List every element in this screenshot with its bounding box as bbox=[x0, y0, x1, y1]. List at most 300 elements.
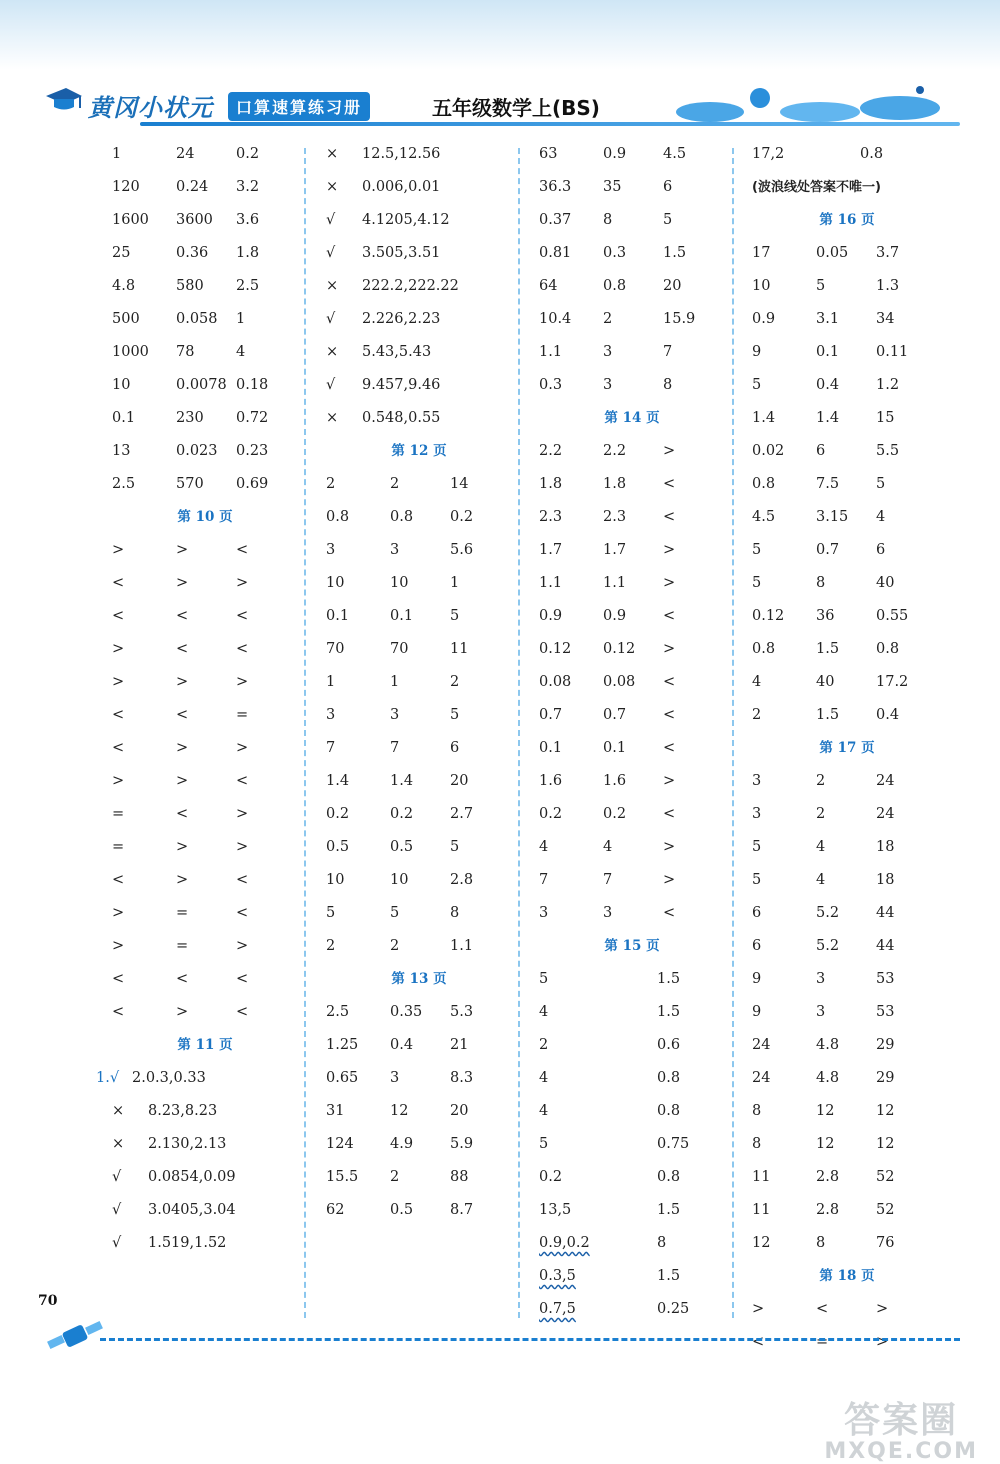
answer-cell: 2.5 bbox=[236, 278, 260, 294]
answer-cell: > bbox=[176, 773, 189, 789]
answer-cell: 64 bbox=[539, 278, 558, 294]
cloud-decoration bbox=[670, 78, 960, 124]
answer-cell: 1.5 bbox=[816, 707, 840, 723]
answer-row bbox=[539, 1293, 725, 1326]
answer-row bbox=[112, 468, 298, 501]
answer-cell: 2 bbox=[752, 707, 762, 723]
answer-cell: 18 bbox=[876, 839, 895, 855]
answer-cell: 1 bbox=[390, 674, 400, 690]
answer-cell: > bbox=[112, 542, 125, 558]
answer-row bbox=[326, 996, 512, 1029]
answer-cell: 5 bbox=[752, 377, 762, 393]
answer-row bbox=[752, 1029, 942, 1062]
answer-cell: 3 bbox=[390, 1070, 400, 1086]
answer-cell: 570 bbox=[176, 476, 204, 492]
answer-cell: 7.5 bbox=[816, 476, 840, 492]
answer-cell: 1.8 bbox=[236, 245, 260, 261]
answer-row bbox=[539, 798, 725, 831]
answer-cell: 5 bbox=[450, 839, 460, 855]
answer-row bbox=[326, 1029, 512, 1062]
answer-cell: 1.1 bbox=[603, 575, 627, 591]
answer-cell: 5 bbox=[876, 476, 886, 492]
answer-cell: 3 bbox=[752, 806, 762, 822]
answer-cell: 24 bbox=[176, 146, 195, 162]
answer-cell: 24 bbox=[876, 806, 895, 822]
answer-cell: √ bbox=[326, 212, 336, 228]
answer-row bbox=[326, 699, 512, 732]
answer-cell: 0.23 bbox=[236, 443, 269, 459]
answer-cell: 8 bbox=[816, 1235, 826, 1251]
answer-cell: 2.130,2.13 bbox=[148, 1136, 227, 1152]
answer-row bbox=[326, 666, 512, 699]
answer-cell: 7 bbox=[390, 740, 400, 756]
answer-cell: 40 bbox=[876, 575, 895, 591]
answer-cell: 0.2 bbox=[450, 509, 474, 525]
answer-cell: 0.24 bbox=[176, 179, 209, 195]
answer-cell: 6 bbox=[816, 443, 826, 459]
watermark bbox=[824, 1392, 978, 1464]
answer-row bbox=[112, 633, 298, 666]
answer-cell: 2 bbox=[450, 674, 460, 690]
answer-row bbox=[326, 930, 512, 963]
answer-cell: > bbox=[236, 740, 249, 756]
answer-row bbox=[539, 237, 725, 270]
answer-cell: 7 bbox=[539, 872, 549, 888]
section-heading: 第 11 页 bbox=[177, 1037, 233, 1053]
answer-cell: 3 bbox=[390, 542, 400, 558]
answer-row bbox=[539, 435, 725, 468]
answer-cell: < bbox=[663, 509, 676, 525]
answer-cell: 0.4 bbox=[390, 1037, 414, 1053]
answer-row bbox=[752, 435, 942, 468]
answer-row bbox=[96, 1062, 298, 1095]
answer-row bbox=[539, 336, 725, 369]
answer-row bbox=[752, 303, 942, 336]
answer-cell: 10 bbox=[390, 872, 409, 888]
answer-cell: 0.023 bbox=[176, 443, 218, 459]
answer-cell: < bbox=[663, 707, 676, 723]
answer-cell: 4 bbox=[539, 1004, 549, 1020]
answer-cell: < bbox=[112, 575, 125, 591]
answer-row bbox=[326, 468, 512, 501]
answer-row bbox=[539, 996, 725, 1029]
answer-cell: > bbox=[752, 1301, 765, 1317]
answer-cell: 4.9 bbox=[390, 1136, 414, 1152]
answer-cell: × bbox=[326, 278, 339, 294]
answer-cell: 124 bbox=[326, 1136, 354, 1152]
answer-cell: = bbox=[112, 806, 125, 822]
answer-cell: 44 bbox=[876, 905, 895, 921]
answer-cell: 2.5 bbox=[112, 476, 136, 492]
answer-cell: = bbox=[176, 905, 189, 921]
answer-cell: 6 bbox=[876, 542, 886, 558]
answer-cell: 36 bbox=[816, 608, 835, 624]
answer-cell: > bbox=[112, 938, 125, 954]
answer-cell: 4 bbox=[539, 1103, 549, 1119]
answer-row bbox=[112, 996, 298, 1029]
answer-cell: 1.1 bbox=[539, 575, 563, 591]
answer-row bbox=[326, 831, 512, 864]
answer-cell: 10 bbox=[112, 377, 131, 393]
answer-cell: 1.3 bbox=[876, 278, 900, 294]
answer-row bbox=[326, 204, 512, 237]
answer-cell: 0.0854,0.09 bbox=[148, 1169, 236, 1185]
answer-cell: √ bbox=[326, 311, 336, 327]
answer-row bbox=[752, 468, 942, 501]
answer-row bbox=[539, 270, 725, 303]
answer-cell: 3 bbox=[390, 707, 400, 723]
answer-row bbox=[539, 501, 725, 534]
answer-cell: 0.3 bbox=[603, 245, 627, 261]
answer-cell: 8.7 bbox=[450, 1202, 474, 1218]
answer-cell: 0.4 bbox=[816, 377, 840, 393]
answer-cell: 1.1 bbox=[450, 938, 474, 954]
answer-row bbox=[752, 831, 942, 864]
answer-cell: 0.1 bbox=[539, 740, 563, 756]
answer-cell: > bbox=[176, 542, 189, 558]
answer-cell: 0.8 bbox=[390, 509, 414, 525]
answer-cell: 24 bbox=[752, 1070, 771, 1086]
answer-row bbox=[539, 468, 725, 501]
answer-cell: 9 bbox=[752, 344, 762, 360]
watermark-title: 答案圈 bbox=[844, 1400, 959, 1441]
answer-cell: 0.8 bbox=[876, 641, 900, 657]
answer-cell: 0.81 bbox=[539, 245, 572, 261]
answer-cell: 8 bbox=[450, 905, 460, 921]
section-heading: 第 14 页 bbox=[604, 410, 660, 426]
answer-row bbox=[752, 699, 942, 732]
answer-row bbox=[752, 1326, 942, 1359]
answer-cell: 1.7 bbox=[539, 542, 563, 558]
answer-cell: 4.8 bbox=[816, 1070, 840, 1086]
answer-cell: < bbox=[752, 1334, 765, 1350]
column-divider bbox=[732, 148, 734, 1318]
answer-cell: 0.2 bbox=[390, 806, 414, 822]
answer-row bbox=[539, 1062, 725, 1095]
answer-row bbox=[326, 501, 512, 534]
answer-cell: 0.8 bbox=[326, 509, 350, 525]
answer-row bbox=[539, 1161, 725, 1194]
answer-row bbox=[539, 666, 725, 699]
answer-cell: 0.1 bbox=[112, 410, 136, 426]
answer-row bbox=[326, 369, 512, 402]
answer-cell: 2.2 bbox=[539, 443, 563, 459]
answer-row bbox=[326, 633, 512, 666]
answer-cell: 2.3 bbox=[603, 509, 627, 525]
answer-cell: 17,2 bbox=[752, 146, 785, 162]
answer-cell: 0.9,0.2 bbox=[539, 1235, 590, 1251]
answer-cell: 1000 bbox=[112, 344, 149, 360]
answer-cell: 4 bbox=[876, 509, 886, 525]
answer-cell: × bbox=[326, 410, 339, 426]
answer-cell: 9 bbox=[752, 971, 762, 987]
answer-cell: < bbox=[663, 905, 676, 921]
answer-column-2 bbox=[326, 138, 512, 1227]
answer-cell: 1.4 bbox=[816, 410, 840, 426]
answer-cell: 2 bbox=[390, 1169, 400, 1185]
answer-cell: 5 bbox=[539, 1136, 549, 1152]
answer-row bbox=[112, 435, 298, 468]
section-heading: 第 12 页 bbox=[391, 443, 447, 459]
answer-column-3 bbox=[539, 138, 725, 1326]
answer-cell: 1 bbox=[450, 575, 460, 591]
answer-row bbox=[539, 369, 725, 402]
answer-cell: 0.8 bbox=[657, 1103, 681, 1119]
answer-cell: 5 bbox=[663, 212, 673, 228]
answer-row bbox=[326, 1161, 512, 1194]
answer-row bbox=[326, 336, 512, 369]
answer-row bbox=[326, 732, 512, 765]
answer-cell: 4.5 bbox=[663, 146, 687, 162]
answer-row bbox=[539, 1194, 725, 1227]
answer-row bbox=[752, 1227, 942, 1260]
answer-row bbox=[752, 270, 942, 303]
answer-cell: 0.02 bbox=[752, 443, 785, 459]
answer-row bbox=[326, 534, 512, 567]
answer-row bbox=[539, 765, 725, 798]
answer-cell: 3 bbox=[816, 971, 826, 987]
answer-cell: 21 bbox=[450, 1037, 469, 1053]
answer-cell: 8 bbox=[752, 1103, 762, 1119]
answer-cell: 17 bbox=[752, 245, 771, 261]
answer-cell: 8 bbox=[816, 575, 826, 591]
answer-row bbox=[752, 336, 942, 369]
answer-cell: 11 bbox=[752, 1169, 771, 1185]
answer-cell: 2.8 bbox=[450, 872, 474, 888]
answer-cell: 5.5 bbox=[876, 443, 900, 459]
answer-cell: = bbox=[236, 707, 249, 723]
answer-row bbox=[326, 138, 512, 171]
answer-cell: 24 bbox=[876, 773, 895, 789]
answer-row bbox=[752, 1095, 942, 1128]
answer-cell: 13 bbox=[112, 443, 131, 459]
answer-cell: 5 bbox=[752, 839, 762, 855]
answer-cell: 0.08 bbox=[539, 674, 572, 690]
answer-cell: < bbox=[176, 806, 189, 822]
answer-row bbox=[326, 171, 512, 204]
answer-cell: 25 bbox=[112, 245, 131, 261]
answer-cell: 2.7 bbox=[450, 806, 474, 822]
answer-row bbox=[326, 567, 512, 600]
watermark-url: MXQE.COM bbox=[824, 1439, 978, 1464]
answer-cell: 500 bbox=[112, 311, 140, 327]
answer-row bbox=[112, 270, 298, 303]
answer-row bbox=[752, 567, 942, 600]
answer-cell: 12.5,12.56 bbox=[362, 146, 441, 162]
answer-cell: 0.08 bbox=[603, 674, 636, 690]
answer-cell: < bbox=[236, 872, 249, 888]
answer-cell: 2 bbox=[539, 1037, 549, 1053]
answer-cell: < bbox=[663, 806, 676, 822]
answer-row bbox=[112, 303, 298, 336]
brand-logo: 黄冈小状元 bbox=[88, 93, 213, 122]
answer-cell: 4 bbox=[816, 872, 826, 888]
answer-cell: 0.3 bbox=[539, 377, 563, 393]
answer-row bbox=[112, 765, 298, 798]
answer-cell: < bbox=[176, 608, 189, 624]
answer-row bbox=[326, 798, 512, 831]
answer-cell: 0.69 bbox=[236, 476, 269, 492]
answer-cell: 7 bbox=[326, 740, 336, 756]
answer-cell: 29 bbox=[876, 1037, 895, 1053]
answer-cell: 11 bbox=[450, 641, 469, 657]
answer-cell: 6 bbox=[663, 179, 673, 195]
answer-row bbox=[112, 1161, 298, 1194]
answer-cell: > bbox=[176, 674, 189, 690]
answer-cell: 1 bbox=[326, 674, 336, 690]
answer-cell: 2 bbox=[816, 806, 826, 822]
answer-cell: 0.2 bbox=[326, 806, 350, 822]
answer-cell: > bbox=[236, 575, 249, 591]
answer-cell: 5 bbox=[326, 905, 336, 921]
answer-cell: 63 bbox=[539, 146, 558, 162]
answer-cell: 4.8 bbox=[816, 1037, 840, 1053]
answer-cell: > bbox=[112, 674, 125, 690]
answer-cell: 0.9 bbox=[603, 146, 627, 162]
answer-row bbox=[539, 204, 725, 237]
answer-row bbox=[539, 1095, 725, 1128]
answer-cell: 20 bbox=[663, 278, 682, 294]
answer-cell: < bbox=[112, 872, 125, 888]
answer-cell: 0.12 bbox=[752, 608, 785, 624]
answer-cell: 1.25 bbox=[326, 1037, 359, 1053]
answer-cell: > bbox=[876, 1334, 889, 1350]
answer-cell: < bbox=[236, 971, 249, 987]
answer-cell: > bbox=[876, 1301, 889, 1317]
answer-row bbox=[752, 996, 942, 1029]
column-divider bbox=[518, 148, 520, 1318]
answer-cell: < bbox=[663, 608, 676, 624]
page-number: 70 bbox=[38, 1293, 58, 1309]
answer-cell: 76 bbox=[876, 1235, 895, 1251]
answer-cell: 6 bbox=[752, 905, 762, 921]
answer-row bbox=[326, 1095, 512, 1128]
answer-cell: 0.2 bbox=[236, 146, 260, 162]
section-heading: 第 13 页 bbox=[391, 971, 447, 987]
answer-cell: 1.6 bbox=[539, 773, 563, 789]
answer-cell: 10 bbox=[390, 575, 409, 591]
answer-row bbox=[112, 369, 298, 402]
answer-cell: > bbox=[176, 872, 189, 888]
answer-cell: 5.6 bbox=[450, 542, 474, 558]
answer-cell: 52 bbox=[876, 1169, 895, 1185]
answer-row bbox=[112, 732, 298, 765]
answer-row bbox=[112, 699, 298, 732]
answer-cell: 0.7,5 bbox=[539, 1301, 576, 1317]
answer-row bbox=[326, 600, 512, 633]
answer-row bbox=[326, 402, 512, 435]
answer-cell: < bbox=[663, 674, 676, 690]
answer-row bbox=[539, 831, 725, 864]
answer-cell: = bbox=[816, 1334, 829, 1350]
answer-cell: 3.7 bbox=[876, 245, 900, 261]
answer-cell: × bbox=[326, 146, 339, 162]
answer-row bbox=[752, 1161, 942, 1194]
answer-cell: = bbox=[176, 938, 189, 954]
answer-row bbox=[539, 171, 725, 204]
graduation-cap-icon bbox=[44, 84, 84, 114]
answer-row bbox=[112, 1095, 298, 1128]
answer-cell: 5.2 bbox=[816, 905, 840, 921]
answer-cell: 1.519,1.52 bbox=[148, 1235, 227, 1251]
footer-dashed-rule bbox=[100, 1338, 960, 1341]
answer-cell: 3600 bbox=[176, 212, 213, 228]
answer-cell: < bbox=[112, 608, 125, 624]
answer-cell: 2 bbox=[390, 938, 400, 954]
answer-cell: 11 bbox=[752, 1202, 771, 1218]
answer-cell: 0.12 bbox=[603, 641, 636, 657]
answer-row bbox=[539, 699, 725, 732]
answer-cell: 2 bbox=[326, 938, 336, 954]
answer-cell: 4.8 bbox=[112, 278, 136, 294]
answer-row bbox=[326, 270, 512, 303]
answer-cell: 0.1 bbox=[603, 740, 627, 756]
answer-cell: 3 bbox=[326, 707, 336, 723]
answer-cell: 34 bbox=[876, 311, 895, 327]
column-divider bbox=[304, 148, 306, 1318]
section-heading: 第 10 页 bbox=[177, 509, 233, 525]
answer-cell: 0.9 bbox=[752, 311, 776, 327]
answer-row bbox=[752, 633, 942, 666]
answer-cell: 3 bbox=[603, 377, 613, 393]
answer-cell: > bbox=[112, 905, 125, 921]
answer-cell: > bbox=[663, 542, 676, 558]
answer-row bbox=[326, 303, 512, 336]
answer-cell: < bbox=[663, 476, 676, 492]
answer-cell: 5 bbox=[450, 707, 460, 723]
answer-cell: 5.2 bbox=[816, 938, 840, 954]
answer-cell: 2.2 bbox=[603, 443, 627, 459]
answer-cell: 2 bbox=[603, 311, 613, 327]
answer-cell: 1.4 bbox=[326, 773, 350, 789]
answer-cell: 3.1 bbox=[816, 311, 840, 327]
answer-cell: < bbox=[236, 608, 249, 624]
answer-row bbox=[752, 666, 942, 699]
answer-cell: 1.7 bbox=[603, 542, 627, 558]
answer-row bbox=[112, 204, 298, 237]
answer-cell: 20 bbox=[450, 773, 469, 789]
answer-cell: 7 bbox=[663, 344, 673, 360]
answer-cell: 0.0078 bbox=[176, 377, 227, 393]
answer-row bbox=[539, 567, 725, 600]
answer-row bbox=[112, 237, 298, 270]
answer-cell: 8 bbox=[752, 1136, 762, 1152]
answer-cell: 4 bbox=[539, 1070, 549, 1086]
answer-cell: > bbox=[236, 938, 249, 954]
answer-row bbox=[112, 534, 298, 567]
answer-row bbox=[752, 1062, 942, 1095]
answer-cell: 0.006,0.01 bbox=[362, 179, 441, 195]
answer-cell: 5 bbox=[752, 575, 762, 591]
answer-cell: 53 bbox=[876, 971, 895, 987]
answer-cell: 2 bbox=[816, 773, 826, 789]
answer-cell: 0.2 bbox=[603, 806, 627, 822]
answer-cell: 1.5 bbox=[657, 1268, 681, 1284]
answer-cell: 0.8 bbox=[657, 1070, 681, 1086]
answer-row bbox=[112, 171, 298, 204]
answer-row bbox=[752, 765, 942, 798]
answer-cell: < bbox=[176, 971, 189, 987]
answer-cell: 3.505,3.51 bbox=[362, 245, 441, 261]
answer-row bbox=[539, 963, 725, 996]
answer-cell: 0.8 bbox=[860, 146, 884, 162]
answer-cell: 12 bbox=[816, 1136, 835, 1152]
answer-row bbox=[752, 534, 942, 567]
answer-cell: 12 bbox=[876, 1136, 895, 1152]
answer-cell: > bbox=[663, 839, 676, 855]
answer-cell: 0.65 bbox=[326, 1070, 359, 1086]
answer-cell: 0.36 bbox=[176, 245, 209, 261]
